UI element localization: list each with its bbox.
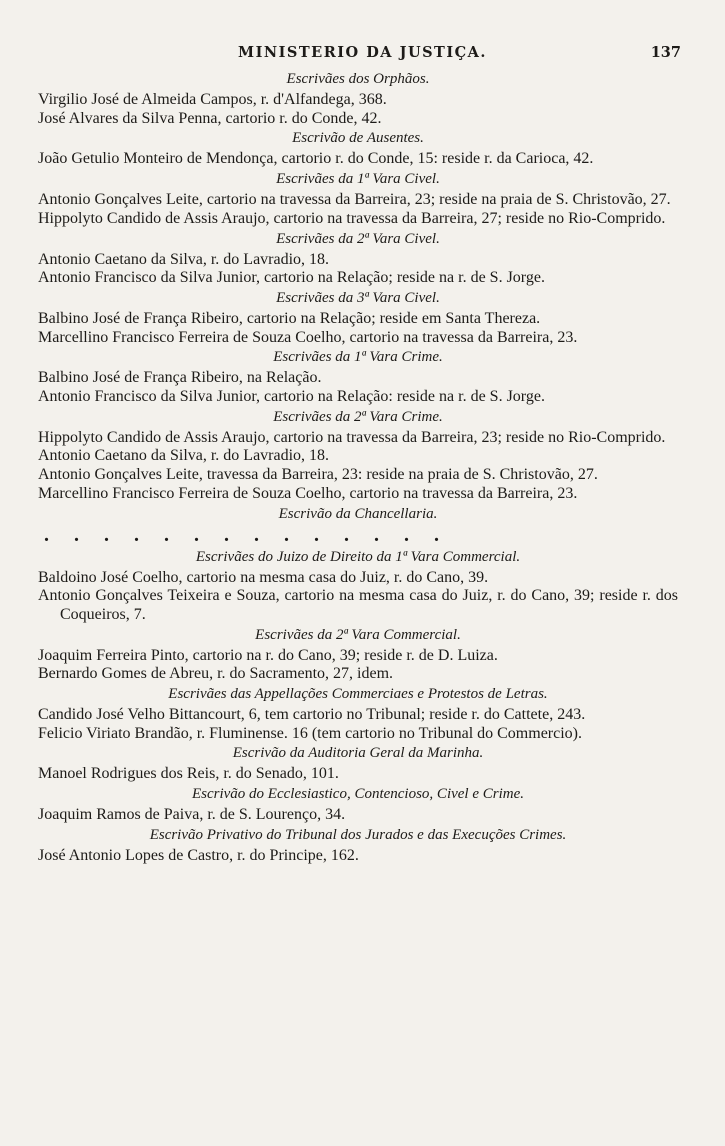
section-heading: Escrivão da Auditoria Geral da Marinha. xyxy=(232,745,484,762)
section xyxy=(38,408,678,504)
entry: Balbino José de França Ribeiro, na Relação. xyxy=(38,369,322,387)
section xyxy=(38,230,678,288)
section xyxy=(38,70,678,128)
entry: Antonio Gonçalves Teixeira e Souza, cartorio na mesma casa do Juiz, r. do Cano, 39; reside r. dos Coqueiros, 7. xyxy=(38,587,678,623)
section xyxy=(38,785,678,825)
section-heading: Escrivães da 2ª Vara Commercial. xyxy=(255,626,461,643)
entry: Antonio Francisco da Silva Junior, cartorio na Relação: reside na r. de S. Jorge. xyxy=(38,388,545,406)
entry: Marcellino Francisco Ferreira de Souza Coelho, cartorio na travessa da Barreira, 23. xyxy=(38,328,578,346)
entry: Bernardo Gomes de Abreu, r. do Sacramento, 27, idem. xyxy=(38,665,394,683)
section xyxy=(38,129,678,169)
section-heading: Escrivães da 2ª Vara Civel. xyxy=(276,230,440,247)
section-heading: Escrivães da 2ª Vara Crime. xyxy=(273,408,443,425)
entry: Antonio Gonçalves Leite, travessa da Barreira, 23: reside na praia de S. Christovão, 27. xyxy=(38,466,598,484)
document-body xyxy=(38,69,678,866)
section-heading: Escrivães da 1ª Vara Civel. xyxy=(276,171,440,188)
entry: Marcellino Francisco Ferreira de Souza Coelho, cartorio na travessa da Barreira, 23. xyxy=(38,484,578,502)
entry: Antonio Caetano da Silva, r. do Lavradio, 18. xyxy=(38,447,330,465)
entry: João Getulio Monteiro de Mendonça, cartorio r. do Conde, 15: reside r. da Carioca, 42. xyxy=(38,150,594,168)
section-heading: Escrivão do Ecclesiastico, Contencioso, Civel e Crime. xyxy=(191,786,524,803)
section xyxy=(38,548,678,625)
running-title: MINISTERIO DA JUSTIÇA. xyxy=(238,44,487,61)
section-heading: Escrivão da Chancellaria. xyxy=(278,505,438,522)
entry: Felicio Viriato Brandão, r. Fluminense. 16 (tem cartorio no Tribunal do Commercio). xyxy=(38,724,582,742)
section xyxy=(38,826,678,866)
entry: Virgilio José de Almeida Campos, r. d'Alfandega, 368. xyxy=(38,91,387,108)
section-heading: Escrivães da 3ª Vara Civel. xyxy=(276,289,440,306)
entry: José Alvares da Silva Penna, cartorio r. do Conde, 42. xyxy=(38,109,382,127)
entry: Joaquim Ramos de Paiva, r. de S. Lourenço, 34. xyxy=(38,806,346,824)
section-heading: Escrivães da 1ª Vara Crime. xyxy=(273,349,443,366)
entry: Manoel Rodrigues dos Reis, r. do Senado, 101. xyxy=(38,765,339,783)
section-heading: Escrivães do Juizo de Direito da 1ª Vara Commercial. xyxy=(195,548,521,565)
section-heading: Escrivão de Ausentes. xyxy=(292,130,424,147)
page-header xyxy=(0,44,725,66)
section xyxy=(38,289,678,347)
section xyxy=(38,626,678,684)
page-number: 137 xyxy=(650,44,681,61)
section xyxy=(38,685,678,743)
entry: Antonio Caetano da Silva, r. do Lavradio, 18. xyxy=(38,250,330,268)
entry: Antonio Francisco da Silva Junior, cartorio na Relação; reside na r. de S. Jorge. xyxy=(38,269,545,287)
entry: Antonio Gonçalves Leite, cartorio na travessa da Barreira, 23; reside na praia de S. Christovão, 27. xyxy=(38,191,671,209)
entry: Candido José Velho Bittancourt, 6, tem cartorio no Tribunal; reside r. do Cattete, 243. xyxy=(38,706,586,724)
section-heading: Escrivão Privativo do Tribunal dos Jurados e das Execuções Crimes. xyxy=(149,826,567,843)
entry: Balbino José de França Ribeiro, cartorio na Relação; reside em Santa Thereza. xyxy=(38,309,541,327)
dot-leader: . . . . . . . . . . . . . . xyxy=(44,523,449,546)
entry: José Antonio Lopes de Castro, r. do Principe, 162. xyxy=(38,846,359,864)
section xyxy=(38,505,678,545)
section xyxy=(38,744,678,784)
section-heading: Escrivães dos Orphãos. xyxy=(286,71,430,87)
entry: Joaquim Ferreira Pinto, cartorio na r. do Cano, 39; reside r. de D. Luiza. xyxy=(38,646,498,664)
entry: Hippolyto Candido de Assis Araujo, cartorio na travessa da Barreira, 23; reside no Rio-Comprido. xyxy=(38,428,666,446)
section-heading: Escrivães das Appellações Commerciaes e Protestos de Letras. xyxy=(168,686,548,703)
entry: Baldoino José Coelho, cartorio na mesma casa do Juiz, r. do Cano, 39. xyxy=(38,568,489,586)
section xyxy=(38,348,678,406)
entry: Hippolyto Candido de Assis Araujo, cartorio na travessa da Barreira, 27; reside no Rio-Comprido. xyxy=(38,209,666,227)
section xyxy=(38,170,678,228)
